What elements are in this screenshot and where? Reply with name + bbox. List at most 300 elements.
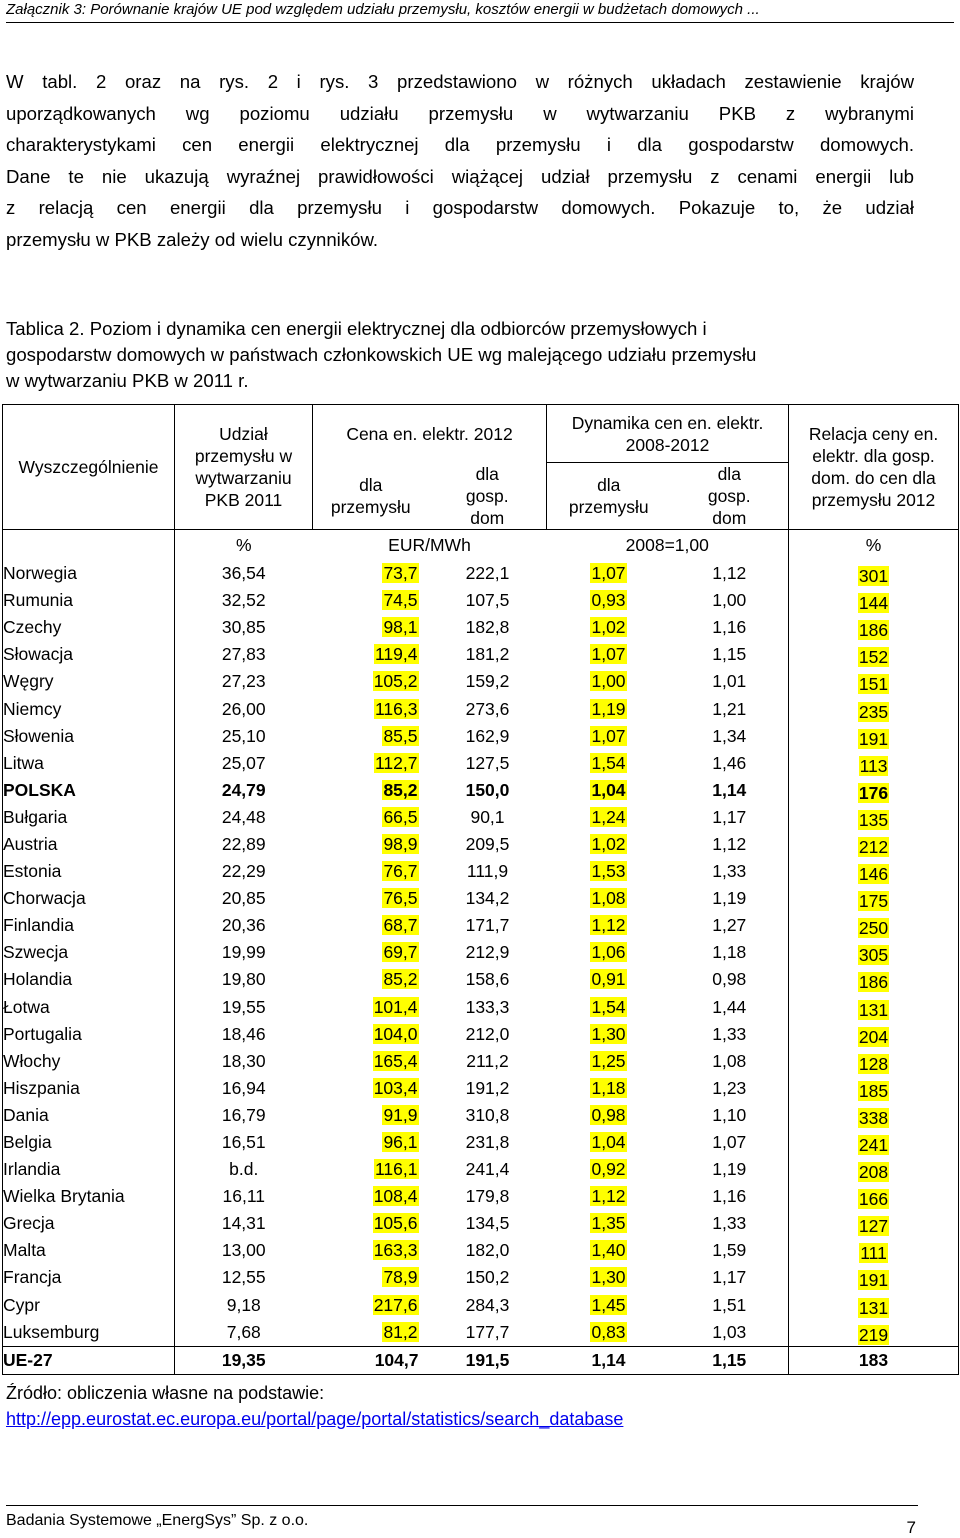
price-industry-cell-value: 165,4 xyxy=(373,1050,418,1071)
table-row xyxy=(3,1183,959,1210)
price-household-cell: 284,3 xyxy=(465,1294,510,1315)
table-row xyxy=(3,1237,959,1264)
price-industry-cell-value: 91,9 xyxy=(383,1104,418,1125)
price-industry-cell xyxy=(313,560,429,587)
share-cell: 9,18 xyxy=(226,1294,261,1315)
price-industry-cell-value: 96,1 xyxy=(383,1132,418,1153)
dyn-industry-cell-value: 1,53 xyxy=(591,861,626,882)
price-industry-cell xyxy=(313,1156,429,1183)
dyn-industry-cell xyxy=(547,966,671,993)
header-name: Wyszczególnienie xyxy=(3,405,175,530)
share-cell: 27,23 xyxy=(221,671,266,692)
caption-line: gospodarstw domowych w państwach członkowskich UE wg malejącego udziału przemysłu xyxy=(6,344,757,365)
dyn-industry-cell xyxy=(547,1156,671,1183)
dyn-household-cell: 1,18 xyxy=(712,942,747,963)
table-row xyxy=(3,777,959,804)
country-cell: Norwegia xyxy=(3,560,175,587)
dyn-industry-cell-value: 0,83 xyxy=(591,1321,626,1342)
price-household-cell: 212,0 xyxy=(465,1023,510,1044)
price-industry-cell xyxy=(313,1210,429,1237)
table-row xyxy=(3,1346,959,1374)
dyn-industry-cell-value: 1,12 xyxy=(591,915,626,936)
dyn-industry-cell-value: 1,02 xyxy=(591,833,626,854)
share-cell: 19,55 xyxy=(221,996,266,1017)
header-price: Cena en. elektr. 2012 xyxy=(313,405,547,463)
country-cell: Węgry xyxy=(3,668,175,695)
relation-cell-value: 186 xyxy=(858,620,889,641)
price-industry-cell-value: 85,2 xyxy=(383,779,418,800)
relation-cell xyxy=(789,1183,959,1210)
country-cell: Wielka Brytania xyxy=(3,1183,175,1210)
price-industry-cell-value: 103,4 xyxy=(373,1077,418,1098)
paragraph-line: z relacją cen energii dla przemysłu i gospodarstw domowych. Pokazuje to, że udział xyxy=(6,197,914,218)
relation-cell-value: 185 xyxy=(858,1080,889,1101)
relation-cell xyxy=(789,1319,959,1347)
caption-line: Tablica 2. Poziom i dynamika cen energii elektrycznej dla odbiorców przemysłowych i xyxy=(6,318,707,339)
header-dynamics: Dynamika cen en. elektr. 2008-2012 xyxy=(547,405,789,463)
header-dyn-household: dla gosp. dom xyxy=(671,463,789,530)
share-cell: 24,79 xyxy=(221,779,266,800)
price-industry-cell xyxy=(313,1021,429,1048)
price-industry-cell-value: 217,6 xyxy=(373,1294,418,1315)
share-cell: b.d. xyxy=(229,1159,259,1180)
price-industry-cell-value: 104,0 xyxy=(373,1023,418,1044)
share-cell: 14,31 xyxy=(221,1213,266,1234)
table-row xyxy=(3,912,959,939)
dyn-household-cell: 1,14 xyxy=(712,779,747,800)
dyn-industry-cell-value: 0,92 xyxy=(591,1159,626,1180)
country-cell: Włochy xyxy=(3,1048,175,1075)
price-industry-cell-value: 78,9 xyxy=(383,1267,418,1288)
dyn-industry-cell-value: 0,98 xyxy=(591,1104,626,1125)
dyn-industry-cell xyxy=(547,1237,671,1264)
relation-cell-value: 191 xyxy=(858,728,889,749)
share-cell: 16,51 xyxy=(221,1132,266,1153)
price-household-cell: 177,7 xyxy=(465,1321,510,1342)
relation-cell-value: 131 xyxy=(858,1297,889,1318)
dyn-household-cell: 1,33 xyxy=(712,1023,747,1044)
table-row xyxy=(3,939,959,966)
dyn-household-cell: 0,98 xyxy=(712,969,747,990)
country-cell: Hiszpania xyxy=(3,1075,175,1102)
price-industry-cell-value: 119,4 xyxy=(375,644,418,665)
dyn-household-cell: 1,03 xyxy=(712,1321,747,1342)
country-cell: Estonia xyxy=(3,858,175,885)
share-cell: 27,83 xyxy=(221,644,266,665)
table-row xyxy=(3,668,959,695)
dyn-household-cell: 1,59 xyxy=(712,1240,747,1261)
price-household-cell: 133,3 xyxy=(465,996,510,1017)
dyn-industry-cell-value: 1,30 xyxy=(591,1023,626,1044)
price-household-cell: 150,2 xyxy=(465,1267,510,1288)
header-dyn-industry: dla przemysłu xyxy=(547,463,671,530)
dyn-industry-cell-value: 1,12 xyxy=(591,1186,626,1207)
country-cell: Belgia xyxy=(3,1129,175,1156)
country-cell: Luksemburg xyxy=(3,1319,175,1347)
relation-cell xyxy=(789,750,959,777)
price-industry-cell xyxy=(313,885,429,912)
dyn-household-cell: 1,44 xyxy=(712,996,747,1017)
price-household-cell: 231,8 xyxy=(465,1132,510,1153)
header-relation: Relacja ceny en. elektr. dla gosp. dom. do cen dla przemysłu 2012 xyxy=(789,405,959,530)
relation-cell-value: 191 xyxy=(858,1270,889,1291)
price-industry-cell xyxy=(313,1102,429,1129)
price-industry-cell-value: 98,1 xyxy=(383,617,418,638)
share-cell: 36,54 xyxy=(221,563,266,584)
share-cell: 13,00 xyxy=(221,1240,266,1261)
table-row xyxy=(3,1292,959,1319)
share-cell: 25,07 xyxy=(221,752,266,773)
country-cell: Słowacja xyxy=(3,641,175,668)
price-household-cell: 159,2 xyxy=(465,671,510,692)
relation-cell-value: 111 xyxy=(860,1243,887,1264)
dyn-industry-cell xyxy=(547,587,671,614)
relation-cell xyxy=(789,1156,959,1183)
dyn-household-cell: 1,17 xyxy=(712,806,747,827)
country-cell: Dania xyxy=(3,1102,175,1129)
price-industry-cell xyxy=(313,1048,429,1075)
footer-company: Badania Systemowe „EnergSys” Sp. z o.o. xyxy=(6,1512,309,1529)
source-note xyxy=(6,1380,623,1432)
table-row xyxy=(3,1048,959,1075)
relation-cell xyxy=(789,939,959,966)
share-cell: 22,29 xyxy=(221,861,266,882)
relation-cell-value: 166 xyxy=(858,1189,889,1210)
price-industry-cell-value: 68,7 xyxy=(383,915,418,936)
dyn-industry-cell-value: 1,18 xyxy=(591,1077,626,1098)
share-cell: 20,36 xyxy=(221,915,266,936)
table-row xyxy=(3,560,959,587)
share-cell: 32,52 xyxy=(221,590,266,611)
dyn-industry-cell-value: 1,40 xyxy=(591,1240,626,1261)
country-cell: Francja xyxy=(3,1264,175,1291)
table-row xyxy=(3,1075,959,1102)
relation-cell-value: 175 xyxy=(858,891,889,912)
price-industry-cell xyxy=(313,1075,429,1102)
table-row xyxy=(3,858,959,885)
relation-cell-value: 146 xyxy=(858,864,889,885)
relation-cell xyxy=(789,614,959,641)
dyn-industry-cell xyxy=(547,1102,671,1129)
dyn-industry-cell-value: 1,24 xyxy=(591,806,626,827)
relation-cell-value: 186 xyxy=(858,972,889,993)
table-row xyxy=(3,750,959,777)
price-household-cell: 111,9 xyxy=(466,861,509,882)
relation-cell-value: 301 xyxy=(858,566,889,587)
country-cell: Austria xyxy=(3,831,175,858)
paragraph-line: uporządkowanych wg poziomu udziału przemysłu w wytwarzaniu PKB z wybranymi xyxy=(6,102,914,124)
price-household-cell: 107,5 xyxy=(465,590,510,611)
relation-cell xyxy=(789,587,959,614)
dyn-industry-cell xyxy=(547,1210,671,1237)
dyn-industry-cell-value: 1,54 xyxy=(591,996,626,1017)
dyn-industry-cell xyxy=(547,1292,671,1319)
dyn-industry-cell-value: 1,08 xyxy=(591,888,626,909)
dyn-industry-cell: 1,14 xyxy=(547,1346,671,1374)
dyn-household-cell: 1,01 xyxy=(712,671,747,692)
dyn-industry-cell-value: 1,07 xyxy=(591,563,626,584)
price-industry-cell-value: 74,5 xyxy=(383,590,418,611)
relation-cell-value: 338 xyxy=(858,1107,889,1128)
country-cell: Bułgaria xyxy=(3,804,175,831)
dyn-industry-cell xyxy=(547,994,671,1021)
table-row xyxy=(3,994,959,1021)
price-industry-cell: 104,7 xyxy=(313,1346,429,1374)
price-industry-cell-value: 73,7 xyxy=(383,563,418,584)
dyn-household-cell: 1,33 xyxy=(712,861,747,882)
document-header: Załącznik 3: Porównanie krajów UE pod względem udziału przemysłu, kosztów energii w budżetach domowych ... xyxy=(6,0,954,23)
price-industry-cell xyxy=(313,939,429,966)
dyn-household-cell: 1,12 xyxy=(712,833,747,854)
dyn-industry-cell xyxy=(547,695,671,722)
price-industry-cell-value: 85,2 xyxy=(383,969,418,990)
dyn-industry-cell xyxy=(547,614,671,641)
price-household-cell: 150,0 xyxy=(465,779,510,800)
table-row xyxy=(3,966,959,993)
price-industry-cell xyxy=(313,994,429,1021)
price-industry-cell xyxy=(313,1292,429,1319)
price-industry-cell xyxy=(313,804,429,831)
price-industry-cell xyxy=(313,1319,429,1347)
price-household-cell: 310,8 xyxy=(465,1104,510,1125)
price-industry-cell xyxy=(313,1183,429,1210)
dyn-industry-cell xyxy=(547,885,671,912)
dyn-industry-cell xyxy=(547,723,671,750)
unit-share: % xyxy=(235,534,252,555)
price-household-cell: 209,5 xyxy=(465,833,510,854)
price-household-cell: 191,5 xyxy=(429,1346,547,1374)
table-row xyxy=(3,831,959,858)
dyn-industry-cell xyxy=(547,1075,671,1102)
price-household-cell: 191,2 xyxy=(465,1077,510,1098)
table-row xyxy=(3,1102,959,1129)
table-row xyxy=(3,614,959,641)
share-cell: 18,46 xyxy=(221,1023,266,1044)
price-industry-cell xyxy=(313,966,429,993)
price-household-cell: 241,4 xyxy=(465,1159,510,1180)
dyn-household-cell: 1,19 xyxy=(712,1159,747,1180)
page-footer xyxy=(6,1505,918,1532)
dyn-industry-cell xyxy=(547,668,671,695)
country-cell: Grecja xyxy=(3,1210,175,1237)
table-row xyxy=(3,695,959,722)
share-cell: 16,11 xyxy=(222,1186,265,1207)
country-cell: Cypr xyxy=(3,1292,175,1319)
relation-cell-value: 128 xyxy=(858,1053,889,1074)
country-cell: Słowenia xyxy=(3,723,175,750)
price-household-cell: 90,1 xyxy=(470,806,505,827)
table-row xyxy=(3,1264,959,1291)
table-row xyxy=(3,1319,959,1347)
dyn-industry-cell-value: 1,30 xyxy=(591,1267,626,1288)
price-industry-cell-value: 69,7 xyxy=(383,942,418,963)
table-row xyxy=(3,1021,959,1048)
relation-cell-value: 113 xyxy=(859,755,888,776)
price-industry-cell-value: 81,2 xyxy=(383,1321,418,1342)
dyn-industry-cell-value: 1,02 xyxy=(591,617,626,638)
price-industry-cell xyxy=(313,831,429,858)
dyn-household-cell: 1,33 xyxy=(712,1213,747,1234)
dyn-industry-cell xyxy=(547,777,671,804)
price-industry-cell xyxy=(313,723,429,750)
dyn-industry-cell-value: 1,04 xyxy=(591,779,626,800)
dyn-industry-cell xyxy=(547,750,671,777)
source-link[interactable]: http://epp.eurostat.ec.europa.eu/portal/page/portal/statistics/search_database xyxy=(6,1409,624,1429)
dyn-industry-cell-value: 1,06 xyxy=(591,942,626,963)
dyn-household-cell: 1,34 xyxy=(712,725,747,746)
country-cell: Portugalia xyxy=(3,1021,175,1048)
share-cell: 26,00 xyxy=(221,698,266,719)
dyn-industry-cell-value: 1,25 xyxy=(591,1050,626,1071)
relation-cell xyxy=(789,994,959,1021)
relation-cell xyxy=(789,695,959,722)
price-industry-cell xyxy=(313,587,429,614)
table-row xyxy=(3,804,959,831)
data-table xyxy=(2,404,959,1375)
relation-cell xyxy=(789,1210,959,1237)
table-row xyxy=(3,723,959,750)
relation-cell xyxy=(789,1075,959,1102)
share-cell: 12,55 xyxy=(221,1267,266,1288)
relation-cell xyxy=(789,831,959,858)
country-cell: UE-27 xyxy=(3,1346,175,1374)
price-industry-cell-value: 112,7 xyxy=(375,752,418,773)
price-household-cell: 162,9 xyxy=(465,725,510,746)
relation-cell-value: 176 xyxy=(858,782,889,803)
relation-cell xyxy=(789,641,959,668)
dyn-industry-cell-value: 1,54 xyxy=(591,752,626,773)
table-row xyxy=(3,641,959,668)
dyn-household-cell: 1,15 xyxy=(712,644,747,665)
price-industry-cell-value: 98,9 xyxy=(383,833,418,854)
price-industry-cell xyxy=(313,1237,429,1264)
share-cell: 7,68 xyxy=(226,1321,261,1342)
relation-cell xyxy=(789,777,959,804)
dyn-household-cell: 1,23 xyxy=(712,1077,747,1098)
relation-cell xyxy=(789,560,959,587)
price-industry-cell xyxy=(313,668,429,695)
dyn-household-cell: 1,12 xyxy=(712,563,747,584)
relation-cell-value: 131 xyxy=(858,999,889,1020)
relation-cell xyxy=(789,858,959,885)
relation-cell xyxy=(789,1237,959,1264)
unit-dynamics: 2008=1,00 xyxy=(625,534,709,555)
dyn-household-cell: 1,21 xyxy=(712,698,747,719)
country-cell: Niemcy xyxy=(3,695,175,722)
price-household-cell: 222,1 xyxy=(465,563,510,584)
price-industry-cell xyxy=(313,1264,429,1291)
price-industry-cell-value: 116,1 xyxy=(375,1159,418,1180)
price-household-cell: 212,9 xyxy=(465,942,510,963)
table-row xyxy=(3,587,959,614)
relation-cell-value: 241 xyxy=(858,1135,889,1156)
dyn-industry-cell xyxy=(547,1264,671,1291)
dyn-industry-cell xyxy=(547,1021,671,1048)
paragraph-line: przemysłu w PKB zależy od wielu czynników. xyxy=(6,228,379,250)
relation-cell xyxy=(789,1021,959,1048)
share-cell: 19,99 xyxy=(221,942,266,963)
price-household-cell: 127,5 xyxy=(465,752,510,773)
dyn-household-cell: 1,16 xyxy=(712,617,747,638)
dyn-industry-cell xyxy=(547,1183,671,1210)
relation-cell xyxy=(789,1048,959,1075)
price-household-cell: 273,6 xyxy=(465,698,510,719)
dyn-household-cell: 1,16 xyxy=(712,1186,747,1207)
relation-cell-value: 135 xyxy=(858,809,889,830)
relation-cell-value: 235 xyxy=(858,701,889,722)
price-household-cell: 182,8 xyxy=(465,617,510,638)
share-cell: 18,30 xyxy=(221,1050,266,1071)
relation-cell xyxy=(789,1292,959,1319)
caption-line: w wytwarzaniu PKB w 2011 r. xyxy=(6,370,249,391)
share-cell: 25,10 xyxy=(221,725,266,746)
price-industry-cell-value: 105,2 xyxy=(373,671,418,692)
dyn-household-cell: 1,19 xyxy=(712,888,747,909)
relation-cell xyxy=(789,912,959,939)
relation-cell-value: 204 xyxy=(858,1026,889,1047)
price-industry-cell xyxy=(313,614,429,641)
relation-cell xyxy=(789,1102,959,1129)
unit-relation: % xyxy=(789,530,959,561)
share-cell: 24,48 xyxy=(221,806,266,827)
price-industry-cell-value: 85,5 xyxy=(383,725,418,746)
price-household-cell: 134,2 xyxy=(465,888,510,909)
dyn-industry-cell xyxy=(547,939,671,966)
dyn-industry-cell xyxy=(547,1129,671,1156)
relation-cell: 183 xyxy=(789,1346,959,1374)
price-industry-cell xyxy=(313,695,429,722)
relation-cell xyxy=(789,1264,959,1291)
relation-cell-value: 250 xyxy=(858,918,889,939)
dyn-industry-cell xyxy=(547,1319,671,1347)
relation-cell xyxy=(789,966,959,993)
dyn-industry-cell-value: 0,91 xyxy=(591,969,626,990)
table-caption xyxy=(6,316,954,394)
share-cell: 20,85 xyxy=(221,888,266,909)
price-industry-cell-value: 76,5 xyxy=(383,888,418,909)
country-cell: Litwa xyxy=(3,750,175,777)
price-household-cell: 171,7 xyxy=(465,915,510,936)
relation-cell-value: 127 xyxy=(858,1216,889,1237)
units-row xyxy=(3,530,959,561)
dyn-household-cell: 1,15 xyxy=(671,1346,789,1374)
share-cell: 16,94 xyxy=(221,1077,266,1098)
dyn-household-cell: 1,10 xyxy=(712,1104,747,1125)
price-industry-cell xyxy=(313,777,429,804)
source-label: Źródło: obliczenia własne na podstawie: xyxy=(6,1383,325,1403)
relation-cell-value: 212 xyxy=(858,836,889,857)
table-row xyxy=(3,1129,959,1156)
header-share: Udział przemysłu w wytwarzaniu PKB 2011 xyxy=(175,405,313,530)
country-cell: POLSKA xyxy=(3,777,175,804)
share-cell: 19,80 xyxy=(221,969,266,990)
price-industry-cell xyxy=(313,641,429,668)
dyn-industry-cell xyxy=(547,831,671,858)
dyn-industry-cell-value: 1,07 xyxy=(591,644,626,665)
price-industry-cell xyxy=(313,1129,429,1156)
table-row xyxy=(3,1156,959,1183)
country-cell: Irlandia xyxy=(3,1156,175,1183)
header-price-industry: dla przemysłu xyxy=(313,463,429,530)
relation-cell-value: 144 xyxy=(858,593,889,614)
price-household-cell: 134,5 xyxy=(465,1213,510,1234)
intro-paragraph xyxy=(6,66,914,255)
price-industry-cell xyxy=(313,750,429,777)
country-cell: Malta xyxy=(3,1237,175,1264)
dyn-industry-cell-value: 1,45 xyxy=(591,1294,626,1315)
table-row xyxy=(3,1210,959,1237)
dyn-industry-cell xyxy=(547,912,671,939)
